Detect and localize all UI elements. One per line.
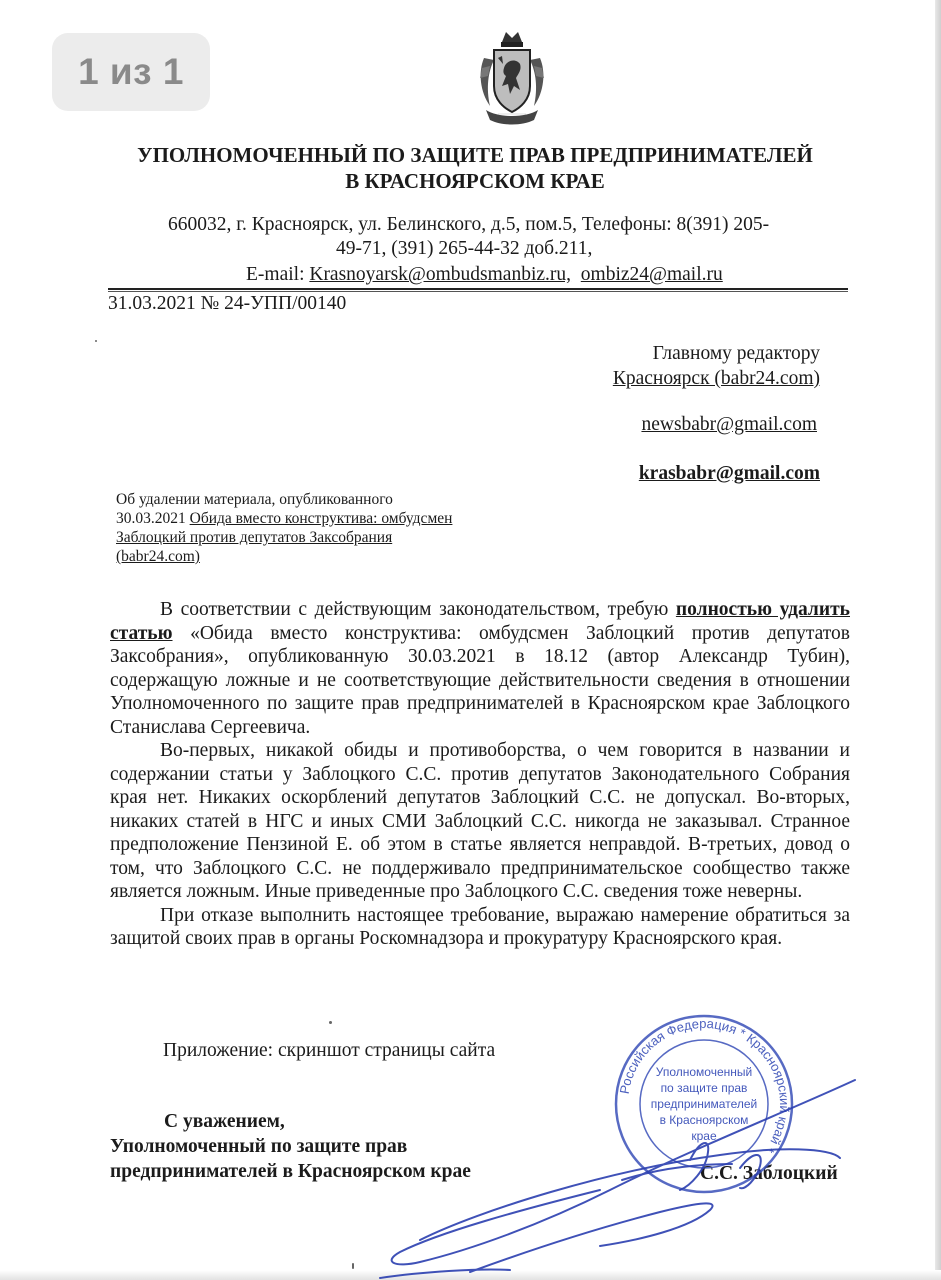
stamp-line3: предпринимателей: [650, 1097, 758, 1111]
subject-title-part1: Обида вместо конструктива: омбудсмен: [189, 510, 453, 527]
attachment-note: Приложение: скриншот страницы сайта: [163, 1040, 496, 1061]
subject-line2: [116, 509, 536, 528]
organization-title: [60, 142, 890, 194]
body-p1-start: В соответствии с действующим законодательством, требую: [160, 599, 676, 620]
stamp-line5: крае: [691, 1129, 717, 1143]
signature-greeting: С уважением,: [164, 1111, 285, 1132]
coat-of-arms-icon: [476, 28, 548, 128]
signer-name: С.С. Заблоцкий: [700, 1163, 838, 1184]
address-line2: 49-71, (391) 265-44-32 доб.211,: [336, 238, 593, 259]
addressee-line1: Главному редактору: [652, 343, 820, 364]
stamp-line4: в Красноярском: [659, 1113, 749, 1127]
scan-speck: [329, 1021, 332, 1024]
subject-line1: Об удалении материала, опубликованного: [116, 491, 393, 508]
registration-number: 31.03.2021 № 24-УПП/00140: [108, 293, 347, 314]
subject-block: [116, 490, 536, 566]
email-link-2[interactable]: ombiz24@mail.ru: [580, 264, 723, 285]
stamp-line1: Уполномоченный: [655, 1065, 753, 1079]
body-paragraph-1: [110, 598, 850, 739]
letter-body: [110, 598, 850, 951]
body-p1-rest: «Обида вместо конструктива: омбудсмен Заблоцкий против депутатов Заксобрания», опубликованную 30.03.2021 в 18.12 (автор Александр Тубин), содержащую ложные и не соответствующие действительности сведения в отношении Уполномоченного по защите прав предпринимателей в Красноярском крае Заблоцкого Станислава Сергеевича.: [110, 622, 850, 738]
scan-speck: [95, 340, 97, 342]
scan-speck: [352, 1263, 354, 1269]
subject-title-part2: Заблоцкий против депутатов Заксобрания: [116, 529, 393, 546]
body-paragraph-3: При отказе выполнить настоящее требование, выражаю намерение обратиться за защитой своих прав в органы Роскомнадзора и прокуратуру Красноярского края.: [110, 904, 850, 949]
organization-title-line2: В КРАСНОЯРСКОМ КРАЕ: [345, 169, 605, 193]
addressee-email-2[interactable]: krasbabr@gmail.com: [638, 463, 820, 484]
addressee-line2: Красноярск (babr24.com): [612, 368, 820, 389]
body-paragraph-2: Во-первых, никакой обиды и противоборства, о чем говорится в названии и содержании статьи у Заблоцкого С.С. против депутатов Законодательного Собрания края нет. Никаких оскорблений депутатов Заблоцкий С.С. не допускал. Во-вторых, никаких статей в НГС и иных СМИ Заблоцкий С.С. никогда не заказывал. Странное предположение Пензиной Е. об этом в статье является неправдой. В-третьих, довод о том, что Заблоцкого С.С. не поддерживало предпринимательское сообщество также является ложным. Иные приведенные про Заблоцкого С.С. сведения тоже неверны.: [110, 740, 850, 902]
signature-position-line2: предпринимателей в Красноярском крае: [110, 1161, 471, 1182]
addressee-email-1[interactable]: newsbabr@gmail.com: [641, 414, 817, 435]
letterhead-rule-thin: [108, 291, 848, 292]
organization-email-line: [246, 263, 723, 287]
page-counter-badge: 1 из 1: [52, 33, 210, 111]
body-p1-emphasis: полностью удалить статью: [110, 599, 850, 644]
email-label: E-mail:: [246, 264, 310, 285]
organization-address: [168, 213, 858, 261]
signature-position-line1: Уполномоченный по защите прав: [110, 1136, 408, 1157]
addressee-block: [560, 341, 820, 391]
email-link-1[interactable]: Krasnoyarsk@ombudsmanbiz.ru,: [309, 264, 572, 285]
letterhead-rule: [108, 288, 848, 290]
handwritten-signature-icon: [360, 1040, 880, 1280]
page-edge-shadow: [935, 0, 941, 1280]
subject-title-part3: (babr24.com): [116, 548, 200, 565]
stamp-ring-text: Российская Федерация * Красноярский край *: [616, 1015, 793, 1156]
organization-title-line1: УПОЛНОМОЧЕННЫЙ ПО ЗАЩИТЕ ПРАВ ПРЕДПРИНИМАТЕЛЕЙ: [137, 143, 813, 167]
stamp-line2: по защите прав: [660, 1081, 748, 1095]
subject-date: 30.03.2021: [116, 510, 186, 527]
address-line1: 660032, г. Красноярск, ул. Белинского, д.5, пом.5, Телефоны: 8(391) 205-: [168, 214, 770, 235]
